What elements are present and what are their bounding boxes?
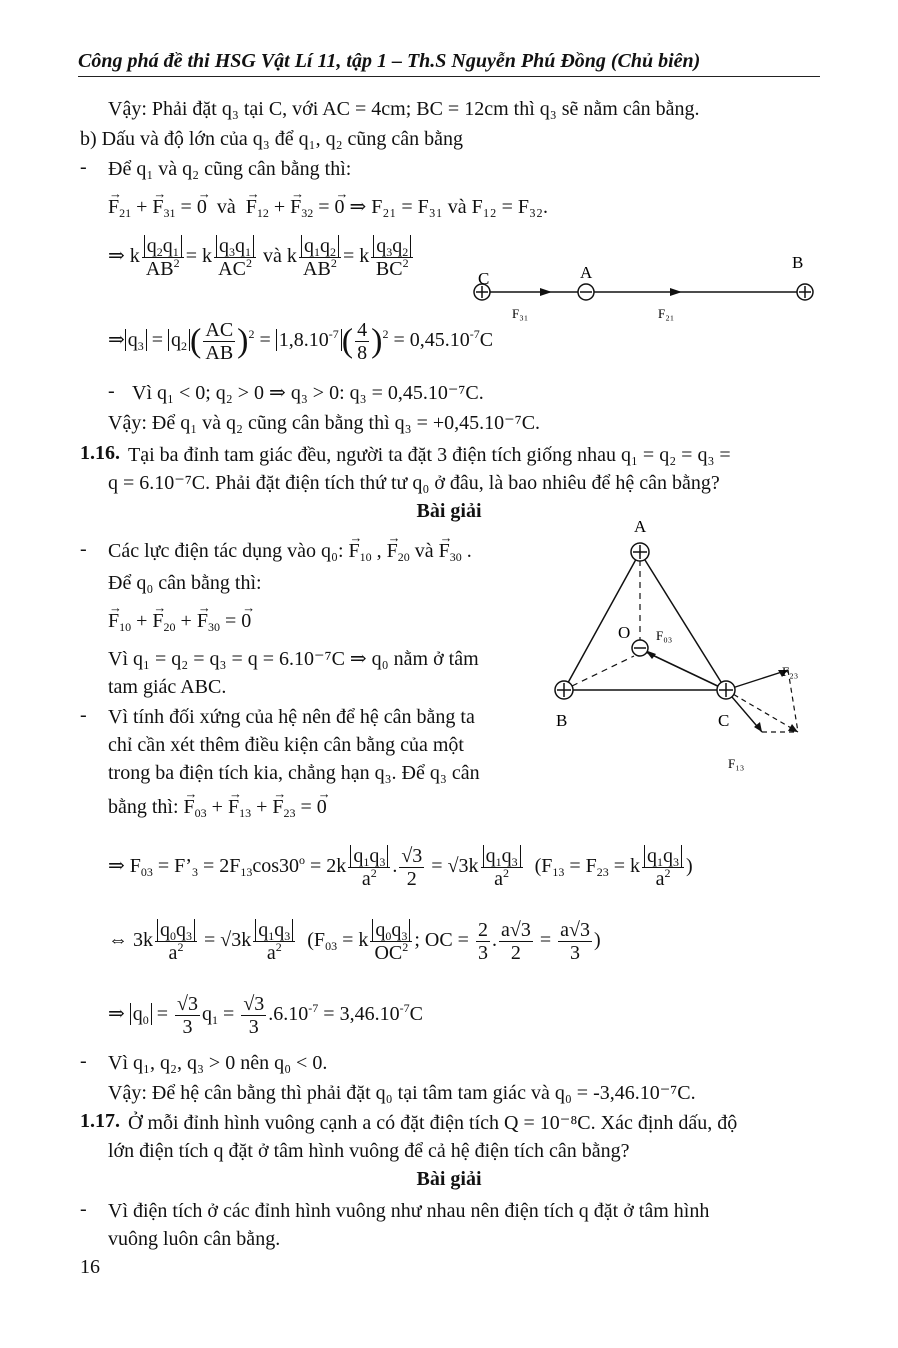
page-number: 16 xyxy=(80,1256,100,1278)
line-conclusion-b: Vậy: Để q₁ và q₂ cũng cân bằng thì q₃ = +0,45.10⁻⁷C. xyxy=(108,412,541,434)
equation-q0-magnitude: ⇒ $q_0$ = $\frac{√3}{3}$ $q_1$ = $\frac{√3}{3}$ $.6.10^{-7} = 3,46.10^{-7}C$ xyxy=(108,992,423,1038)
bullet-dash: - xyxy=(80,538,87,560)
equation-q3-magnitude: ⇒ $q_3 = q_2$( $\frac{AC}{AB}$ )$^2 = 1,8.10^{-7}$( $\frac{4}{8}$ )$^2 = 0,45.10^{-7}C$ xyxy=(108,318,494,364)
solution-conclusion-116: Vậy: Để hệ cân bằng thì phải đặt q₀ tại tâm tam giác và q₀ = -3,46.10⁻⁷C. xyxy=(108,1082,696,1104)
solution-117-line1: Vì điện tích ở các đỉnh hình vuông như nhau nên điện tích q đặt ở tâm hình xyxy=(108,1200,710,1222)
bullet-dash: - xyxy=(80,1198,87,1220)
label-F23: F₂₃ xyxy=(782,664,799,679)
solution-117-line2: vuông luôn cân bằng. xyxy=(108,1228,281,1250)
label-O: O xyxy=(618,623,631,642)
label-F03: F₀₃ xyxy=(656,628,673,643)
label-F21: F₂₁ xyxy=(658,306,675,321)
bullet-dash: - xyxy=(80,704,87,726)
bullet-dash: - xyxy=(80,156,87,178)
equation-vector-balance: → $F_{21}$ + → $F_{31}$ = → 0 và → $F_{12}$ + → $F_{32}$ = → 0 ⇒ F₂₁ = F₃₁ và F₁₂ = F₃₂. xyxy=(108,194,548,220)
label-A: A xyxy=(634,517,647,536)
equation-coulomb-ratio: ⇒ k $\frac{q_2q_1}{AB^2}$ = k $\frac{q_3q_1}{AC^2}$ và k $\frac{q_1q_2}{AB^2}$ = k $\frac{q_3q_2}{BC^2}$ xyxy=(108,232,415,280)
solution-sym-3: trong ba điện tích kia, chẳng hạn q₃. Để q₃ cân xyxy=(108,762,480,784)
problem-number-117: 1.17. xyxy=(80,1110,120,1132)
diagram-triangle xyxy=(548,514,818,784)
sym-4-text: bằng thì: xyxy=(108,796,179,818)
label-B: B xyxy=(792,253,804,272)
solution-balance-cond: Để q₀ cân bằng thì: xyxy=(108,572,262,594)
label-F13: F₁₃ xyxy=(728,756,745,771)
label-A: A xyxy=(580,263,593,282)
equation-tail: ⇒ F₂₁ = F₃₁ và F₁₂ = F₃₂. xyxy=(349,196,548,218)
line-sign-q3: Vì q₁ < 0; q₂ > 0 ⇒ q₃ > 0: q₃ = 0,45.10⁻⁷C. xyxy=(132,382,484,404)
header-rule xyxy=(78,76,820,77)
problem-116-line1: Tại ba đỉnh tam giác đều, người ta đặt 3 điện tích giống nhau q₁ = q₂ = q₃ = xyxy=(128,444,731,466)
solution-heading-117: Bài giải xyxy=(416,1168,482,1190)
line-condition: Để q₁ và q₂ cũng cân bằng thì: xyxy=(108,158,352,180)
problem-number-116: 1.16. xyxy=(80,442,120,464)
solution-heading: Bài giải xyxy=(416,500,482,522)
equation-equivalence: ⇔ 3k $\frac{q_0q_3}{a^2}$ = √3k $\frac{q_1q_3}{a^2}$ ($F_{03} = k$ $\frac{q_0q_3}{OC^2}$ ; OC = $\frac{2}{3}$ . $\frac{a√3}{2}$ = $\frac{a√3}{3}$ ) xyxy=(108,918,601,964)
solution-forces: Các lực điện tác dụng vào q₀: → $F_{10}$ , → $F_{20}$ và → $F_{30}$ . xyxy=(108,538,472,564)
solution-sym-2: chỉ cần xét thêm điều kiện cân bằng của một xyxy=(108,734,464,756)
solution-sym-4: bằng thì: → $F_{03}$ + → $F_{13}$ + → $F_{23}$ = → 0 xyxy=(108,794,327,820)
equation-f0-sum: → $F_{10}$ + → $F_{20}$ + → $F_{30}$ = → 0 xyxy=(108,608,251,634)
solution-sym-1: Vì tính đối xứng của hệ nên để hệ cân bằng ta xyxy=(108,706,475,728)
bullet-dash: - xyxy=(80,1050,87,1072)
equation-f03: ⇒ $F_{03}$ = $F’_3 = 2F_{13}\cos 30^o = 2k$ $\frac{q_1q_3}{a^2}$ . $\frac{√3}{2}$ = √3k $\frac{q_1q_3}{a^2}$ ($F_{13} = F_{23} = k$ $\frac{q_1q_3}{a^2}$ ) xyxy=(108,844,693,890)
solution-center-2: tam giác ABC. xyxy=(108,676,227,698)
label-C: C xyxy=(478,269,490,288)
problem-116-line2: q = 6.10⁻⁷C. Phải đặt điện tích thứ tư q₀ ở đâu, là bao nhiêu để hệ cân bằng? xyxy=(108,472,720,494)
line-part-b: b) Dấu và độ lớn của q₃ để q₁, q₂ cũng cân bằng xyxy=(80,128,464,150)
page-header: Công phá đề thi HSG Vật Lí 11, tập 1 – Th.S Nguyễn Phú Đồng (Chủ biên) xyxy=(78,50,701,72)
label-B: B xyxy=(556,711,568,730)
label-C: C xyxy=(718,711,730,730)
line-conclusion-a: Vậy: Phải đặt q₃ tại C, với AC = 4cm; BC = 12cm thì q₃ sẽ nằm cân bằng. xyxy=(108,98,700,120)
problem-117-line1: Ở mỗi đỉnh hình vuông cạnh a có đặt điện tích Q = 10⁻⁸C. Xác định dấu, độ xyxy=(128,1112,738,1134)
label-F31: F₃₁ xyxy=(512,306,529,321)
problem-117-line2: lớn điện tích q đặt ở tâm hình vuông để cả hệ điện tích cân bằng? xyxy=(108,1140,630,1162)
forces-text: Các lực điện tác dụng vào q₀: xyxy=(108,540,344,562)
solution-center: Vì q₁ = q₂ = q₃ = q = 6.10⁻⁷C ⇒ q₀ nằm ở tâm xyxy=(108,648,479,670)
bullet-dash: - xyxy=(108,380,115,402)
solution-sign-q0: Vì q₁, q₂, q₃ > 0 nên q₀ < 0. xyxy=(108,1052,328,1074)
diagram-charges-line xyxy=(460,252,830,332)
